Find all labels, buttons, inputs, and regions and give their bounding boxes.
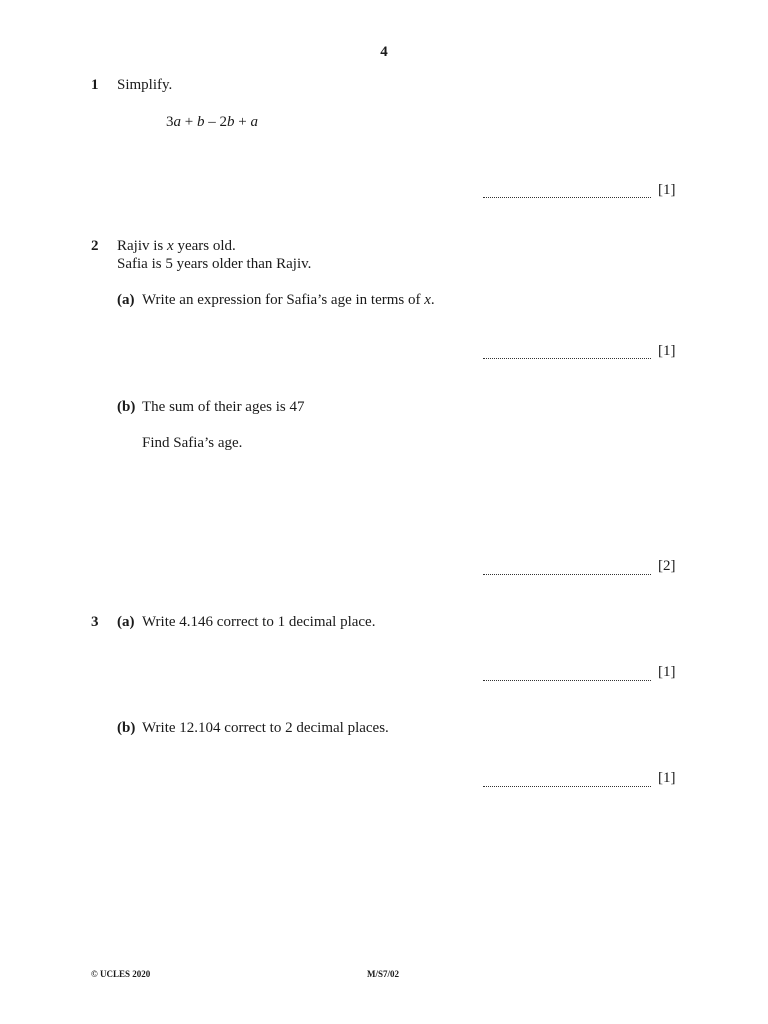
question-3b-label: (b)	[117, 720, 136, 736]
question-2a-marks: [1]	[658, 343, 676, 359]
page-number: 4	[380, 44, 388, 60]
question-2b-text: The sum of their ages is 47	[142, 399, 305, 415]
question-3b-marks: [1]	[658, 770, 676, 786]
question-1-answer-line[interactable]	[483, 197, 651, 198]
question-1-text: Simplify.	[117, 77, 173, 93]
question-1-expression: 3a + b – 2b + a	[166, 114, 258, 130]
question-2-number: 2	[91, 238, 99, 254]
question-1-marks: [1]	[658, 182, 676, 198]
question-2-line-2: Safia is 5 years older than Rajiv.	[117, 256, 312, 272]
question-3b-answer-line[interactable]	[483, 786, 651, 787]
question-2b-marks: [2]	[658, 558, 676, 574]
question-2b-label: (b)	[117, 399, 136, 415]
footer-copyright: © UCLES 2020	[91, 969, 151, 979]
footer-paper-code: M/S7/02	[367, 969, 400, 979]
question-3a-answer-line[interactable]	[483, 680, 651, 681]
question-3a-marks: [1]	[658, 664, 676, 680]
question-2a-answer-line[interactable]	[483, 358, 651, 359]
question-1-number: 1	[91, 77, 99, 93]
question-2b-instruction: Find Safia’s age.	[142, 435, 243, 451]
question-2a-text: Write an expression for Safia’s age in terms of x.	[142, 292, 435, 308]
question-3a-label: (a)	[117, 614, 135, 630]
question-3-number: 3	[91, 614, 99, 630]
question-3b-text: Write 12.104 correct to 2 decimal places.	[142, 720, 389, 736]
question-2a-label: (a)	[117, 292, 135, 308]
question-3a-text: Write 4.146 correct to 1 decimal place.	[142, 614, 376, 630]
question-2b-answer-line[interactable]	[483, 574, 651, 575]
question-2-line-1: Rajiv is x years old.	[117, 238, 236, 254]
